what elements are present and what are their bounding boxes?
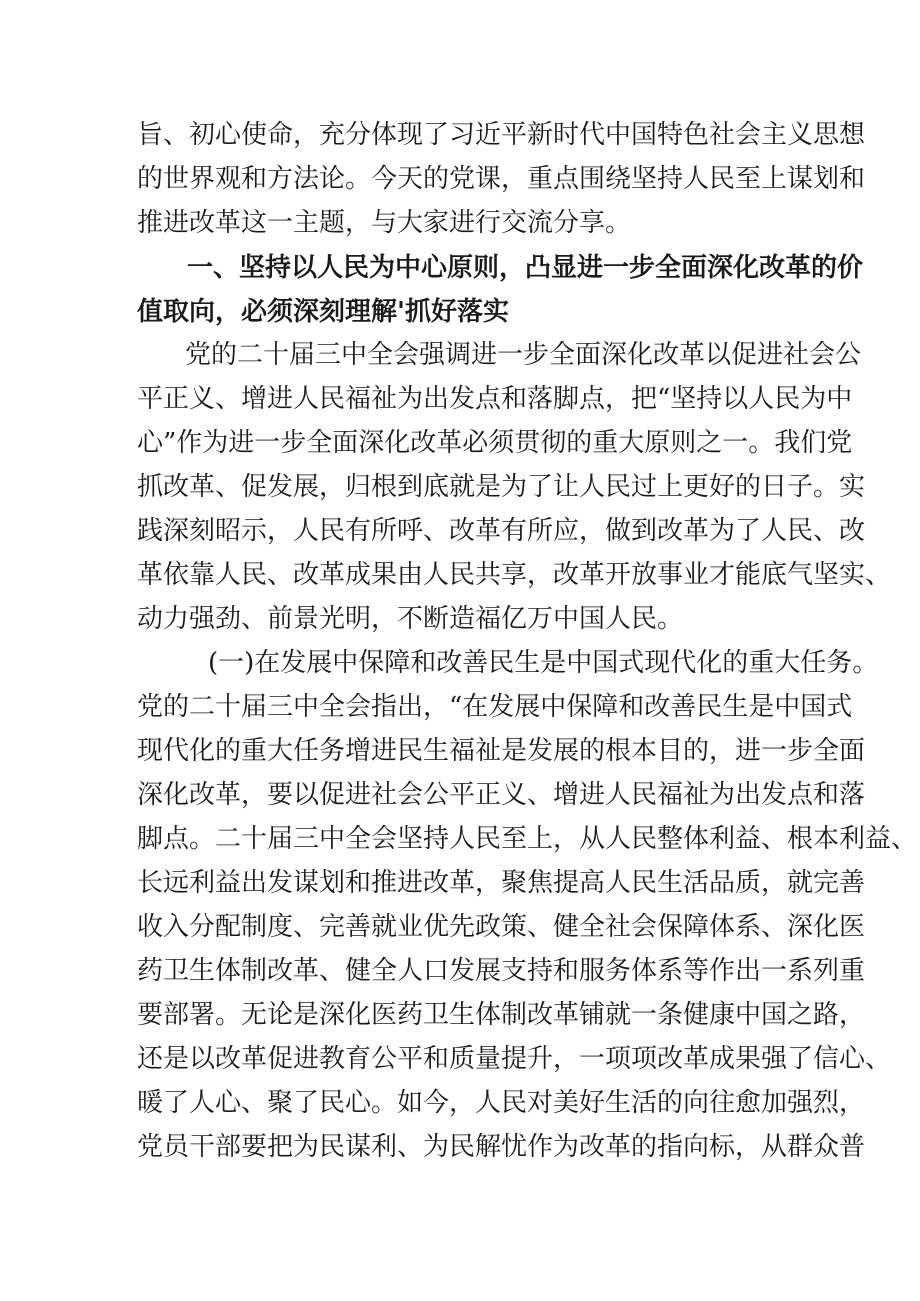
text-line: 旨、初心使命，充分体现了习近平新时代中国特色社会主义思想 xyxy=(137,120,866,150)
text-line: 要部署。无论是深化医药卫生体制改革铺就一条健康中国之路， xyxy=(137,1000,866,1030)
text-line: 的世界观和方法论。今天的党课，重点围绕坚持人民至上谋划和 xyxy=(137,164,866,194)
section-heading-line: 值取向，必须深刻理解'抓好落实 xyxy=(137,297,509,327)
text-line: 暖了人心、聚了民心。如今，人民对美好生活的向往愈加强烈， xyxy=(137,1088,866,1118)
text-line: 革依靠人民、改革成果由人民共享，改革开放事业才能底气坚实、 xyxy=(137,560,892,590)
text-line: 平正义、增进人民福祉为出发点和落脚点，把“坚持以人民为中 xyxy=(137,384,853,414)
text-line: 心”作为进一步全面深化改革必须贯彻的重大原则之一。我们党 xyxy=(137,428,853,458)
text-line: 抓改革、促发展，归根到底就是为了让人民过上更好的日子。实 xyxy=(137,472,866,502)
text-line: 党的二十届三中全会强调进一步全面深化改革以促进社会公 xyxy=(185,340,862,370)
text-line: 收入分配制度、完善就业优先政策、健全社会保障体系、深化医 xyxy=(137,912,866,942)
section-heading-line: 一、坚持以人民为中心原则，凸显进一步全面深化改革的价 xyxy=(187,253,864,283)
text-line: 药卫生体制改革、健全人口发展支持和服务体系等作出一系列重 xyxy=(137,956,866,986)
text-line: 党的二十届三中全会指出，“在发展中保障和改善民生是中国式 xyxy=(137,692,853,722)
text-line: 脚点。二十届三中全会坚持人民至上，从人民整体利益、根本利益、 xyxy=(137,824,918,854)
text-line: 现代化的重大任务增进民生福祉是发展的根本目的，进一步全面 xyxy=(137,736,866,766)
text-line: 还是以改革促进教育公平和质量提升，一项项改革成果强了信心、 xyxy=(137,1044,892,1074)
text-line: 党员干部要把为民谋利、为民解忧作为改革的指向标，从群众普 xyxy=(137,1132,866,1162)
subsection-heading-line: (一)在发展中保障和改善民生是中国式现代化的重大任务。 xyxy=(208,648,879,678)
text-line: 推进改革这一主题，与大家进行交流分享。 xyxy=(137,208,632,238)
text-line: 动力强劲、前景光明，不断造福亿万中国人民。 xyxy=(137,604,684,634)
text-line: 深化改革，要以促进社会公平正义、增进人民福祉为出发点和落 xyxy=(137,780,866,810)
text-line: 长远利益出发谋划和推进改革，聚焦提高人民生活品质，就完善 xyxy=(137,868,866,898)
text-line: 践深刻昭示，人民有所呼、改革有所应，做到改革为了人民、改 xyxy=(137,516,866,546)
